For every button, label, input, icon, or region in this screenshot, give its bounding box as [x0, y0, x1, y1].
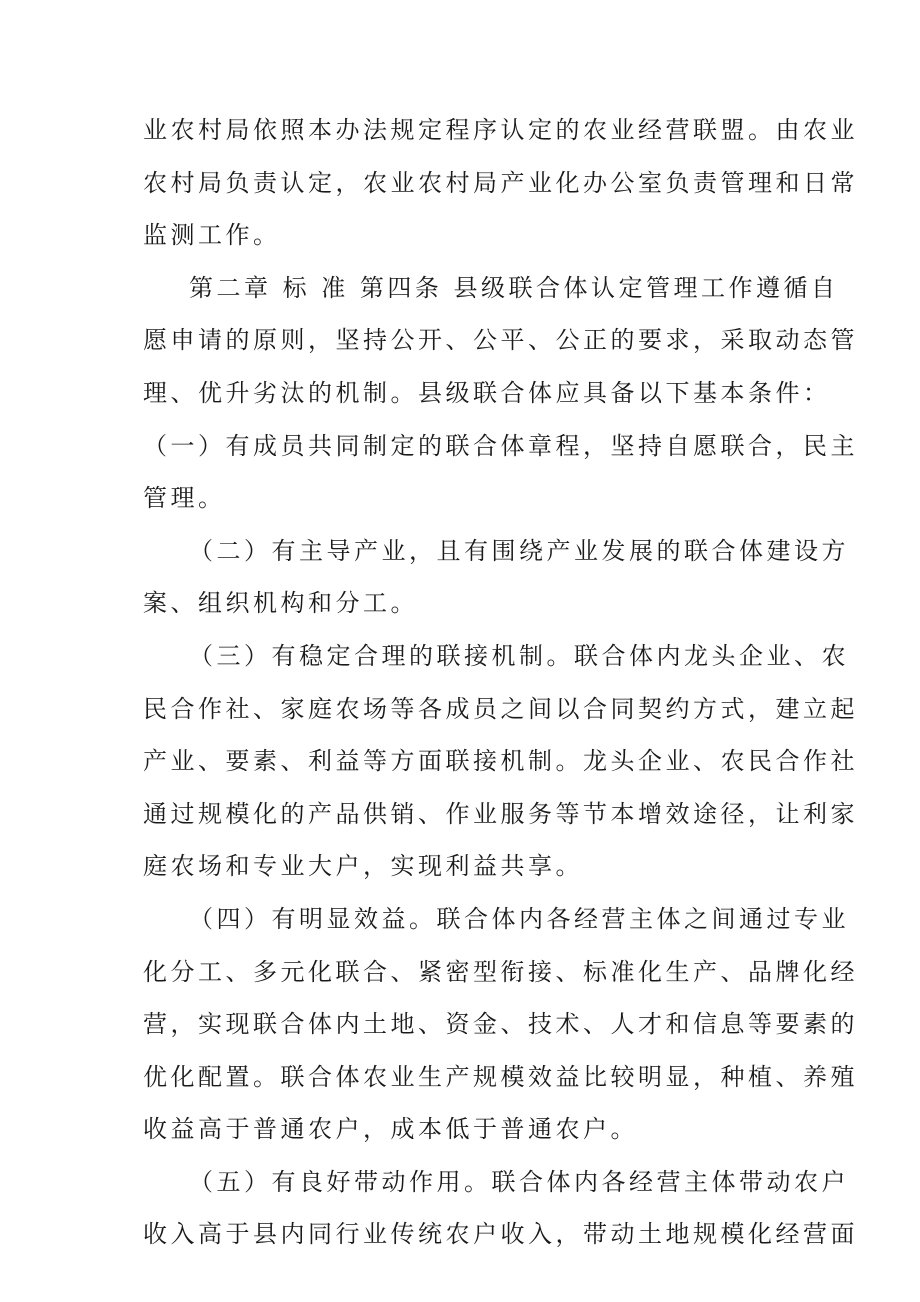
text-line: 营，实现联合体内土地、资金、技术、人才和信息等要素的	[143, 1010, 858, 1039]
text-line: 案、组织机构和分工。	[143, 589, 418, 618]
text-line: 化分工、多元化联合、紧密型衔接、标准化生产、品牌化经	[143, 957, 858, 986]
text-line: 理、优升劣汰的机制。县级联合体应具备以下基本条件：	[143, 378, 831, 407]
text-line: 监测工作。	[143, 221, 281, 250]
paragraph-start-line: （四）有明显效益。联合体内各经营主体之间通过专业	[189, 904, 849, 933]
paragraph-start-line: （二）有主导产业，且有围绕产业发展的联合体建设方	[189, 536, 849, 565]
text-line: 优化配置。联合体农业生产规模效益比较明显，种植、养殖	[143, 1062, 858, 1091]
text-line: （一）有成员共同制定的联合体章程，坚持自愿联合，民主	[143, 431, 858, 460]
text-line: 愿申请的原则，坚持公开、公平、公正的要求，采取动态管	[143, 326, 858, 355]
text-line: 管理。	[143, 484, 226, 513]
text-line: 收入高于县内同行业传统农户收入，带动土地规模化经营面	[143, 1220, 858, 1249]
text-line: 收益高于普通农户，成本低于普通农户。	[143, 1115, 638, 1144]
document-body	[143, 104, 858, 1261]
chapter-heading-line: 第二章 标 准 第四条 县级联合体认定管理工作遵循自	[189, 273, 839, 302]
paragraph-start-line: （三）有稳定合理的联接机制。联合体内龙头企业、农	[189, 641, 849, 670]
text-line: 民合作社、家庭农场等各成员之间以合同契约方式，建立起	[143, 694, 858, 723]
text-line: 庭农场和专业大户，实现利益共享。	[143, 852, 583, 881]
text-line: 业农村局依照本办法规定程序认定的农业经营联盟。由农业	[143, 116, 858, 144]
text-line: 农村局负责认定，农业农村局产业化办公室负责管理和日常	[143, 168, 858, 197]
text-line: 产业、要素、利益等方面联接机制。龙头企业、农民合作社	[143, 747, 858, 776]
paragraph-start-line: （五）有良好带动作用。联合体内各经营主体带动农户	[189, 1167, 849, 1196]
text-line: 通过规模化的产品供销、作业服务等节本增效途径，让利家	[143, 799, 858, 828]
